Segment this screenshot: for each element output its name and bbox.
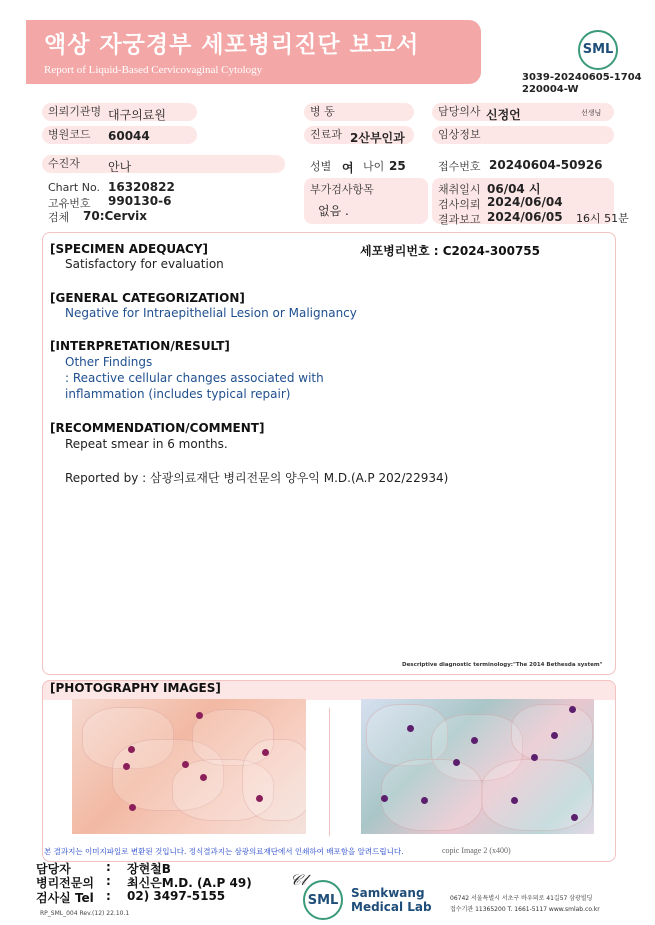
extra-test-value: 없음 . [318,204,349,218]
ward-label-box [304,103,414,121]
request-label: 검사의뢰 [438,198,481,211]
dept-label: 진료과 [310,128,342,141]
collect-value: 06/04 시 [487,182,541,196]
collect-label: 채취일시 [438,183,481,196]
report-title: 액상 자궁경부 세포병리진단 보고서 [44,32,420,58]
signature-mark: 𝒞𝓁 [290,871,306,889]
receipt-value: 20240604-50926 [489,158,603,172]
recommendation-text: Repeat smear in 6 months. [65,437,228,451]
id-label: 고유번호 [48,197,91,210]
document-id-line2: 220004-W [522,84,579,95]
interpretation-heading: [INTERPRETATION/RESULT] [50,339,230,353]
staff-value: 장현철B [127,862,171,876]
tel-label: 검사실 Tel [36,891,94,905]
extra-test-label: 부가검사항목 [310,183,374,196]
tel-value: 02) 3497-5155 [127,889,226,903]
hospital-code-value: 60044 [108,129,150,143]
terminology-footnote: Descriptive diagnostic terminology:"The 2014 Bethesda system" [402,662,603,668]
interpretation-line1: Other Findings [65,355,153,369]
clinical-label: 임상정보 [438,128,481,141]
image-conversion-note: 본 결과지는 이미지파일로 변환된 것입니다. 정식결과지는 삼광의료재단에서 인쇄하여 배포함을 알려드립니다. [44,847,404,856]
photo-heading: [PHOTOGRAPHY IMAGES] [50,681,221,695]
report-subtitle: Report of Liquid-Based Cervicovaginal Cytology [44,64,263,76]
reported-by: Reported by : 삼광의료재단 병리전문의 양우익 M.D.(A.P 202/22934) [65,471,449,485]
pathologist-label: 병리전문의 [36,876,94,890]
brand-line1: Samkwang [351,886,425,900]
photo-divider [329,708,330,836]
age-value: 25 [389,159,406,173]
patient-value: 안나 [108,160,132,174]
report-value: 2024/06/05 [487,210,563,224]
doctor-value: 신정언 [486,108,521,122]
staff-colon: : [106,860,111,874]
address-block [450,893,600,915]
pathologist-colon: : [106,874,111,888]
pathologist-value: 최신은M.D. (A.P 49) [127,876,252,890]
age-label: 나이 [363,160,385,173]
institution-value: 대구의료원 [108,108,166,122]
image-2-caption: copic Image 2 (x400) [442,846,511,855]
adequacy-heading: [SPECIMEN ADEQUACY] [50,242,209,256]
specimen-label: 검체 [48,211,70,224]
doctor-label: 담당의사 [438,105,481,118]
receipt-label: 접수번호 [438,160,481,173]
institution-label: 의뢰기관명 [48,105,102,118]
sml-logo-text: SML [582,42,614,57]
microscopic-image-2 [361,699,594,834]
report-label: 결과보고 [438,213,481,226]
microscopic-image-1 [72,699,306,834]
document-id-line1: 3039-20240605-1704 [522,72,642,83]
general-text: Negative for Intraepithelial Lesion or Malignancy [65,306,357,320]
interpretation-line2: : Reactive cellular changes associated with [65,371,324,385]
specimen-value: 70:Cervix [83,209,148,223]
adequacy-text: Satisfactory for evaluation [65,257,224,271]
document-id [522,72,642,96]
chart-label: Chart No. [48,181,100,194]
staff-label: 담당자 [36,862,71,876]
brand-line2: Medical Lab [351,900,432,914]
report-time-value: 16시 51분 [576,212,629,225]
doctor-suffix: 선생님 [581,109,602,117]
patient-label: 수진자 [48,157,80,170]
sex-label: 성별 [310,160,332,173]
address-line2: 접수기관 11365200 T. 1661-5117 www.smlab.co.kr [450,906,600,913]
clinical-label-box [432,126,614,144]
id-value: 990130-6 [108,194,172,208]
tel-colon: : [106,889,111,903]
pathology-number: 세포병리번호 : C2024-300755 [360,244,540,258]
interpretation-line3: inflammation (includes typical repair) [65,387,291,401]
dept-value: 2산부인과 [350,131,405,145]
patient-label-box [42,155,285,173]
chart-value: 16320822 [108,180,175,194]
sml-footer-logo-text: SML [307,893,339,908]
ward-label: 병 동 [310,105,335,118]
request-value: 2024/06/04 [487,195,563,209]
general-heading: [GENERAL CATEGORIZATION] [50,291,245,305]
recommendation-heading: [RECOMMENDATION/COMMENT] [50,421,265,435]
sex-value: 여 [342,161,354,175]
form-code: RP_SML_004 Rev.(12) 22.10.1 [40,910,130,917]
hospital-code-label: 병원코드 [48,128,91,141]
address-line1: 06742 서울특별시 서초구 바우뫼로 41길57 삼광빌딩 [450,895,593,902]
brand-name [351,886,432,914]
